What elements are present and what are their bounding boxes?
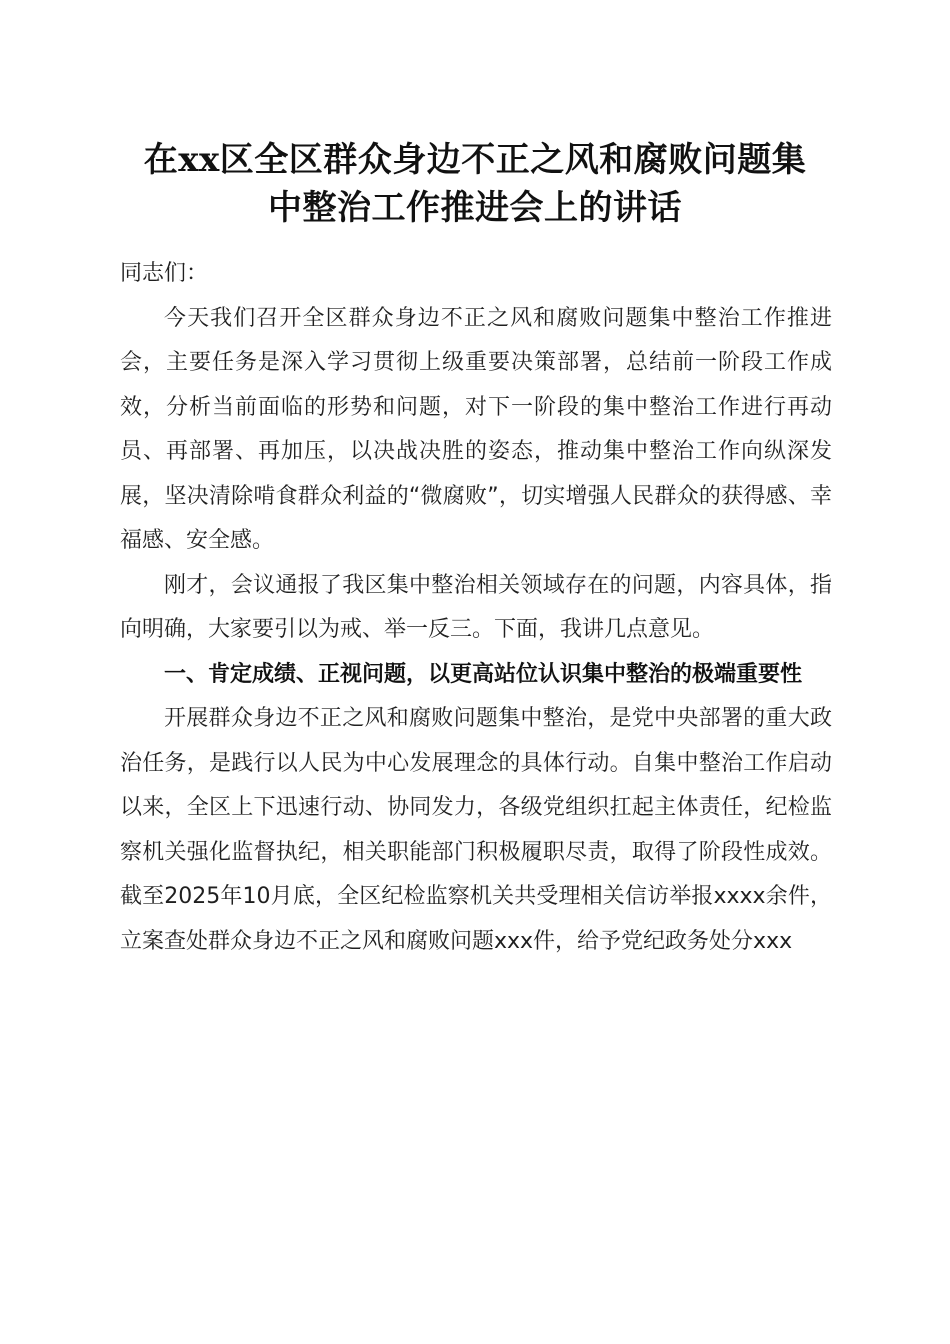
title-line-2: 中整治工作推进会上的讲话 [268, 188, 682, 228]
paragraph-briefing: 刚才，会议通报了我区集中整治相关领域存在的问题，内容具体，指向明确，大家要引以为戒、举一反三。下面，我讲几点意见。 [120, 572, 832, 642]
document-title [110, 136, 840, 232]
section-heading-1: 一、肯定成绩、正视问题，以更高站位认识集中整治的极端重要性 [164, 661, 803, 687]
document-body [120, 252, 832, 964]
paragraph-achievements: 开展群众身边不正之风和腐败问题集中整治，是党中央部署的重大政治任务，是践行以人民为中心发展理念的具体行动。自集中整治工作启动以来，全区上下迅速行动、协同发力，各级党组织扛起主体责任，纪检监察机关强化监督执纪，相关职能部门积极履职尽责，取得了阶段性成效。截至2025年10月底，全区纪检监察机关共受理相关信访举报xxxx余件，立案查处群众身边不正之风和腐败问题xxx件，给予党纪政务处分xxx [120, 706, 832, 954]
title-line-1: 在xx区全区群众身边不正之风和腐败问题集 [143, 140, 807, 180]
salutation: 同志们： [120, 261, 209, 286]
paragraph-opening: 今天我们召开全区群众身边不正之风和腐败问题集中整治工作推进会，主要任务是深入学习贯彻上级重要决策部署，总结前一阶段工作成效，分析当前面临的形势和问题，对下一阶段的集中整治工作进行再动员、再部署、再加压，以决战决胜的姿态，推动集中整治工作向纵深发展，坚决清除啃食群众利益的“微腐败”，切实增强人民群众的获得感、幸福感、安全感。 [120, 305, 832, 553]
